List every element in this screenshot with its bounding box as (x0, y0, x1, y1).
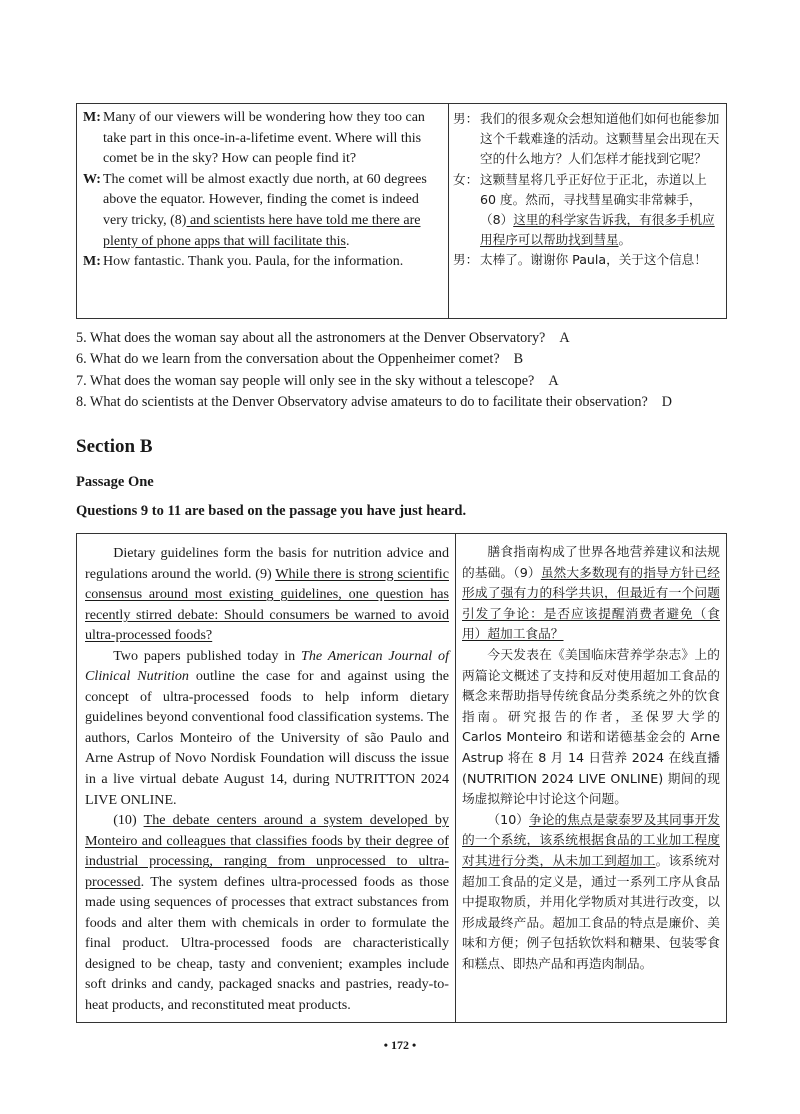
text-run: . (346, 233, 350, 249)
speaker-label: 男： (453, 111, 479, 126)
page-number: • 172 • (383, 1038, 417, 1052)
dialogue-turn (83, 252, 440, 273)
answer-letter: D (661, 394, 673, 411)
answer-underline: 这里的科学家告诉我，有很多手机应用程序可以帮助找到彗星 (480, 212, 715, 248)
answer-underline: 虽然大多数现有的指导方针已经形成了强有力的科学共识，但最近有一个问题引发了争论：是否应该提醒消费者避免（食用）超加工食品？ (462, 564, 720, 642)
passage-table (76, 533, 727, 1023)
question-text: 8. What do scientists at the Denver Observatory advise amateurs to do to facilitate their observation? (76, 394, 648, 411)
speaker-label: M: (83, 110, 101, 125)
text-run: 。该系统对超加工食品的定义是，通过一系列工序从食品中提取物质，并用化学物质对其进行改变，以形成最终产品。超加工食品的特点是廉价、美味和方便；例子包括软饮料和糖果、包装零食和糕点、即热产品和再造肉制品。 (462, 852, 721, 971)
dialogue-turn (83, 108, 440, 170)
dialogue-text (103, 170, 440, 252)
dialogue-text: How fantastic. Thank you. Paula, for the information. (103, 254, 404, 270)
passage-english (77, 534, 456, 1022)
question-item (76, 328, 672, 349)
text-run: 膳食指南构成了世界各地营养建议和法规的基础。（9） (462, 544, 720, 580)
text-run: （10） (487, 811, 530, 827)
section-title: Section B (76, 436, 153, 457)
paragraph (462, 810, 720, 975)
question-text: 7. What does the woman say people will only see in the sky without a telescope? (76, 372, 535, 389)
dialogue-turn (453, 170, 720, 251)
dialogue-table (76, 103, 727, 319)
dialogue-text: Many of our viewers will be wondering how they too can take part in this once-in-a-lifetime event. Where will this comet be in the sky? How can people find it? (103, 110, 425, 167)
speaker-label: 女： (453, 171, 479, 187)
answer-letter: A (559, 330, 570, 346)
text-run: Two papers published today in (113, 647, 302, 664)
text-run: . The system defines ultra-processed foods as those made using sequences of processes that extract substances from foods and alter them with chemicals in order to formulate the final product. Ultra-processed foods are characteristically designed to be cheap, tasty and convenient; examples include soft drinks and candy, packaged snacks and pastries, ready-to-heat products, and reconstituted meat products. (85, 873, 449, 1014)
dialogue-english (77, 104, 449, 318)
passage-title: Passage One (76, 474, 154, 490)
passage-chinese (456, 534, 726, 1022)
text-run: Dietary guidelines form the basis for nutrition advice and regulations around the world. (9) (85, 545, 449, 582)
answer-letter: B (513, 351, 524, 368)
text-run: 这颗彗星将几乎正好位于正北，赤道以上 60 度。然而，寻找彗星确实非常棘手，（8） (480, 171, 707, 228)
journal-title: The American Journal of Clinical Nutrition (85, 647, 449, 685)
answer-underline: and scientists here have told me there are plenty of phone apps that will facilitate this (103, 212, 421, 249)
dialogue-text (480, 170, 720, 251)
answer-letter: A (548, 372, 559, 389)
paragraph (85, 543, 449, 646)
answer-underline: The debate centers around a system developed by Monteiro and colleagues that classifies foods by their degree of industrial processing, ranging from unprocessed to ultra-processed (85, 812, 449, 890)
speaker-label: 男： (453, 252, 479, 268)
text-run: The comet will be almost exactly due north, at 60 degrees above the equator. However, finding the comet is indeed very tricky, (8) (103, 171, 427, 228)
answer-underline: 争论的焦点是蒙泰罗及其同事开发的一个系统，该系统根据食品的工业加工程度对其进行分类，从未加工到超加工 (462, 811, 720, 868)
speaker-label: M: (83, 254, 101, 270)
question-text: 5. What does the woman say about all the astronomers at the Denver Observatory? (76, 330, 546, 346)
question-item (76, 392, 672, 413)
question-item (76, 349, 672, 370)
text-run: 。 (618, 232, 632, 248)
dialogue-text: 我们的很多观众会想知道他们如何也能参加这个千载难逢的活动。这颗彗星会出现在天空的什么地方？人们怎样才能找到它呢？ (480, 111, 720, 167)
dialogue-text: 太棒了。谢谢你 Paula，关于这个信息！ (480, 252, 707, 268)
text-run: outline the case for and against using the concept of ultra-processed foods to help inform dietary guidelines beyond conventional food classification systems. The authors, Carlos Monteiro of the University of são Paulo and Arne Astrup of Novo Nordisk Foundation will discuss the issue in a live virtual debate August 14, during NUTRITTON 2024 LIVE ONLINE. (85, 668, 450, 808)
question-item (76, 371, 672, 392)
questions-header: Questions 9 to 11 are based on the passage you have just heard. (76, 503, 467, 519)
text-run: (10) (113, 812, 144, 829)
speaker-label: W: (83, 171, 101, 187)
question-list (76, 328, 672, 414)
dialogue-turn (453, 109, 720, 170)
answer-underline: While there is strong scientific consensus around most existing guidelines, one question has recently stirred debate: Should consumers be warned to avoid ultra-processed foods? (85, 565, 449, 644)
question-text: 6. What do we learn from the conversation about the Oppenheimer comet? (76, 351, 500, 368)
dialogue-turn (453, 250, 720, 270)
paragraph (85, 810, 449, 1015)
paragraph (85, 646, 449, 810)
paragraph: 今天发表在《美国临床营养学杂志》上的两篇论文概述了支持和反对使用超加工食品的概念来帮助指导传统食品分类系统之外的饮食指南。研究报告的作者，圣保罗大学的 Carlos Monteiro 和诺和诺德基金会的 Arne Astrup 将在 8 月 14 日营养 2024 在线直播 (NUTRITION 2024 LIVE ONLINE) 期间的现场虚拟辩论中讨论这个问题。 (462, 646, 720, 807)
dialogue-turn (83, 170, 440, 252)
dialogue-chinese (449, 104, 726, 318)
paragraph (462, 542, 720, 645)
